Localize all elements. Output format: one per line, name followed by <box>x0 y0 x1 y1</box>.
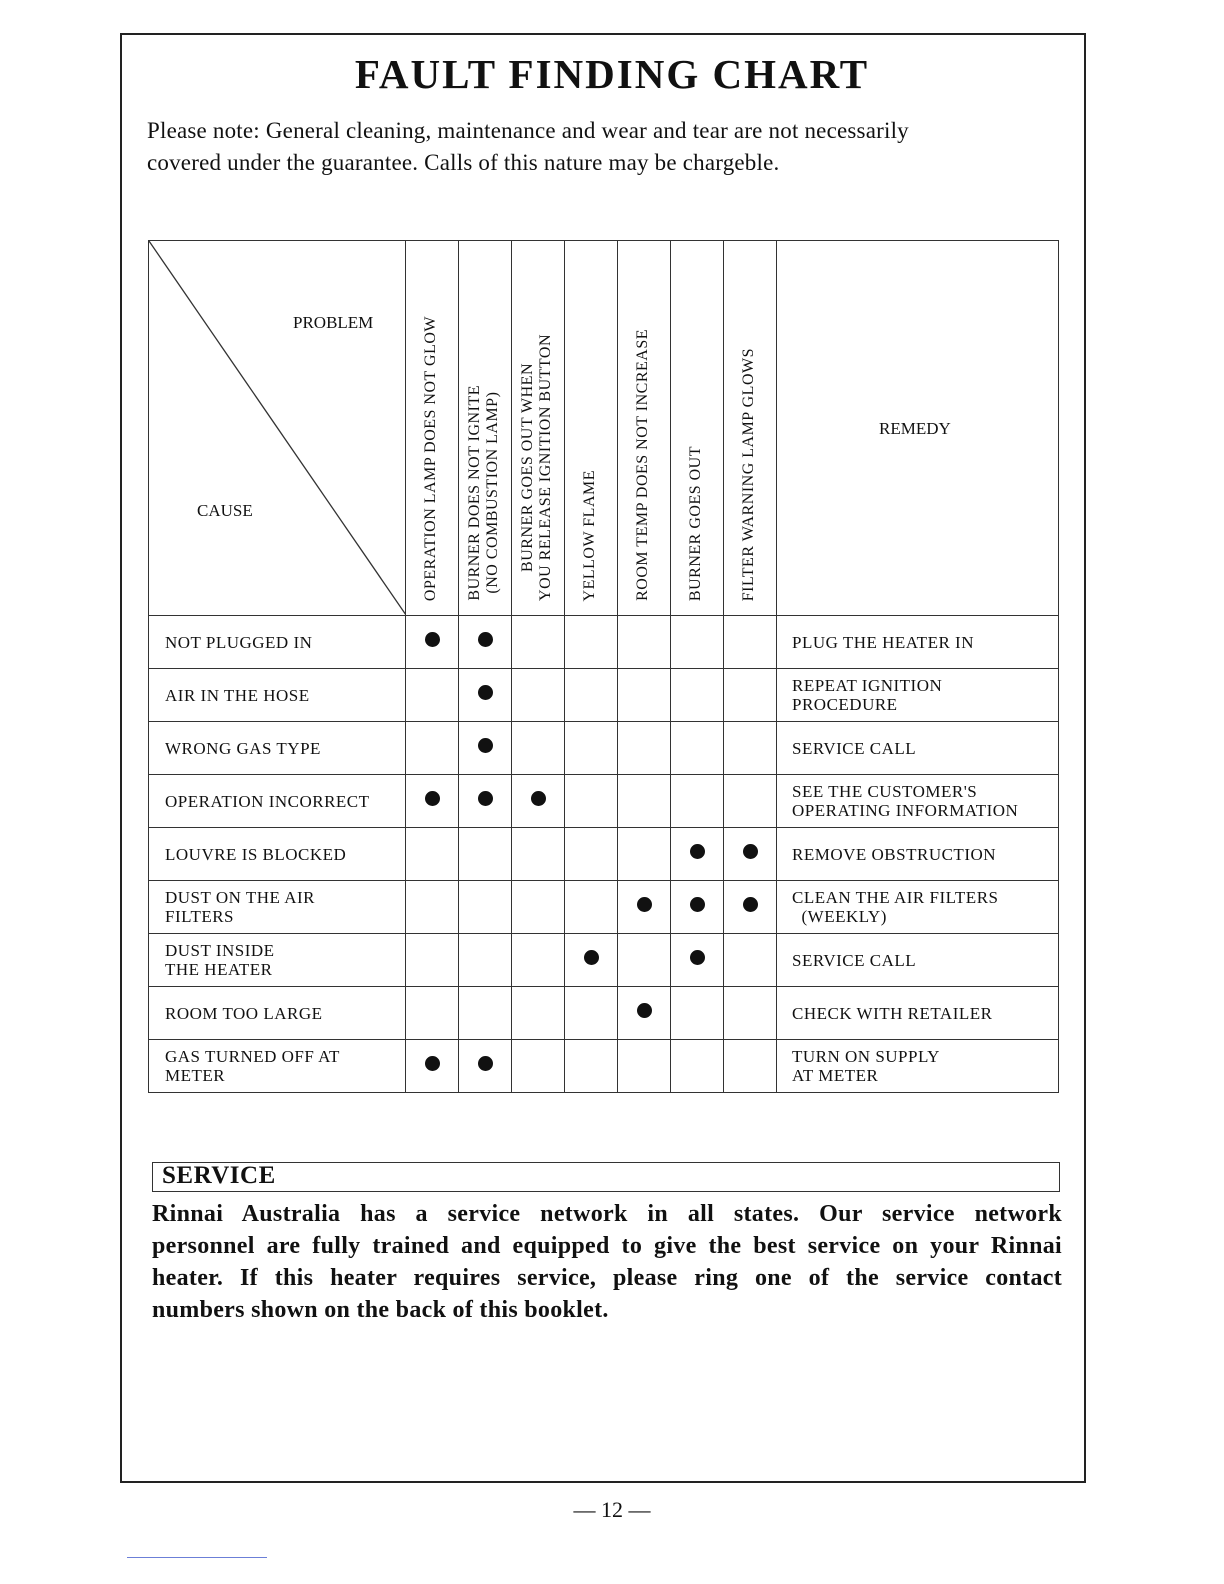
bullet-mark-icon <box>531 791 546 806</box>
mark-cell <box>459 987 512 1040</box>
mark-cell <box>671 934 724 987</box>
cause-cell <box>149 987 406 1040</box>
remedy-text: OPERATING INFORMATION <box>792 801 1019 820</box>
mark-cell <box>618 934 671 987</box>
table-row <box>149 722 1059 775</box>
problem-header-text <box>466 385 504 601</box>
remedy-label: REMEDY <box>879 419 951 438</box>
mark-cell <box>406 722 459 775</box>
remedy-text: REPEAT IGNITION <box>792 676 943 695</box>
remedy-cell <box>777 775 1059 828</box>
table-row <box>149 881 1059 934</box>
remedy-text: (WEEKLY) <box>792 907 887 926</box>
problem-header-text <box>581 470 601 601</box>
cause-text: LOUVRE IS BLOCKED <box>165 844 347 864</box>
remedy-cell <box>777 987 1059 1040</box>
bullet-mark-icon <box>584 950 599 965</box>
mark-cell <box>406 934 459 987</box>
service-paragraph <box>152 1198 1062 1326</box>
mark-cell <box>406 775 459 828</box>
problem-header <box>565 241 618 616</box>
cause-text: FILTERS <box>165 907 235 926</box>
service-line: heater. If this heater requires service, please ring one of the service contact <box>152 1265 1062 1291</box>
cause-text: DUST INSIDE <box>165 941 275 960</box>
problem-label: PROBLEM <box>293 313 374 332</box>
mark-cell <box>565 1040 618 1093</box>
table-row <box>149 828 1059 881</box>
service-line: Rinnai Australia has a service network in all states. Our service network <box>152 1201 1062 1227</box>
cause-text: AIR IN THE HOSE <box>165 685 310 705</box>
remedy-text: TURN ON SUPPLY <box>792 1047 940 1066</box>
cause-text: DUST ON THE AIR <box>165 888 315 907</box>
problem-header-line: YELLOW FLAME <box>581 469 598 601</box>
mark-cell <box>724 1040 777 1093</box>
corner-diagonal <box>149 241 406 615</box>
cause-text: THE HEATER <box>165 960 273 979</box>
cause-cell <box>149 669 406 722</box>
service-line: numbers shown on the back of this booklet. <box>152 1297 609 1323</box>
mark-cell <box>724 934 777 987</box>
bullet-mark-icon <box>478 632 493 647</box>
service-line: personnel are fully trained and equipped to give the best service on your Rinnai <box>152 1233 1062 1259</box>
mark-cell <box>565 934 618 987</box>
problem-header-text <box>422 316 442 601</box>
remedy-text: AT METER <box>792 1066 879 1085</box>
page-number: — 12 — <box>573 1497 651 1522</box>
mark-cell <box>724 722 777 775</box>
bullet-mark-icon <box>637 1003 652 1018</box>
mark-cell <box>459 934 512 987</box>
mark-cell <box>565 616 618 669</box>
bullet-mark-icon <box>743 844 758 859</box>
table-row <box>149 616 1059 669</box>
service-heading: SERVICE <box>162 1162 276 1189</box>
problem-header-text <box>519 334 557 601</box>
mark-cell <box>671 616 724 669</box>
remedy-text: CLEAN THE AIR FILTERS <box>792 888 999 907</box>
remedy-cell <box>777 828 1059 881</box>
mark-cell <box>565 881 618 934</box>
table-header-row <box>149 241 1059 616</box>
problem-header-text <box>740 348 760 601</box>
mark-cell <box>406 669 459 722</box>
problem-header <box>406 241 459 616</box>
mark-cell <box>512 669 565 722</box>
remedy-text: PROCEDURE <box>792 695 898 714</box>
mark-cell <box>406 1040 459 1093</box>
cause-cell <box>149 934 406 987</box>
cause-cell <box>149 616 406 669</box>
mark-cell <box>406 987 459 1040</box>
bullet-mark-icon <box>425 632 440 647</box>
mark-cell <box>724 987 777 1040</box>
footer-rule <box>127 1557 267 1558</box>
problem-header-line: ROOM TEMP DOES NOT INCREASE <box>634 329 651 601</box>
mark-cell <box>724 616 777 669</box>
mark-cell <box>459 616 512 669</box>
cause-cell <box>149 775 406 828</box>
mark-cell <box>512 775 565 828</box>
mark-cell <box>671 669 724 722</box>
table-row <box>149 987 1059 1040</box>
cause-cell <box>149 828 406 881</box>
mark-cell <box>618 669 671 722</box>
bullet-mark-icon <box>478 738 493 753</box>
table-row <box>149 775 1059 828</box>
mark-cell <box>512 987 565 1040</box>
bullet-mark-icon <box>478 1056 493 1071</box>
mark-cell <box>565 987 618 1040</box>
mark-cell <box>459 775 512 828</box>
cause-cell <box>149 722 406 775</box>
mark-cell <box>459 669 512 722</box>
problem-header-line: BURNER GOES OUT <box>687 445 704 601</box>
problem-header-line: OPERATION LAMP DOES NOT GLOW <box>422 315 439 601</box>
mark-cell <box>459 1040 512 1093</box>
mark-cell <box>406 616 459 669</box>
problem-header <box>724 241 777 616</box>
mark-cell <box>565 722 618 775</box>
problem-header <box>512 241 565 616</box>
remedy-text: SERVICE CALL <box>792 738 917 758</box>
mark-cell <box>724 881 777 934</box>
mark-cell <box>512 1040 565 1093</box>
table-row <box>149 669 1059 722</box>
problem-header <box>618 241 671 616</box>
service-heading-box <box>152 1162 1060 1192</box>
mark-cell <box>618 1040 671 1093</box>
problem-header-text <box>687 446 707 601</box>
problem-header <box>459 241 512 616</box>
mark-cell <box>724 775 777 828</box>
mark-cell <box>512 934 565 987</box>
mark-cell <box>459 881 512 934</box>
bullet-mark-icon <box>425 1056 440 1071</box>
bullet-mark-icon <box>637 897 652 912</box>
mark-cell <box>459 722 512 775</box>
guarantee-note <box>147 115 1067 179</box>
mark-cell <box>724 669 777 722</box>
bullet-mark-icon <box>478 685 493 700</box>
remedy-text: SEE THE CUSTOMER'S <box>792 782 978 801</box>
table-row <box>149 934 1059 987</box>
cause-text: WRONG GAS TYPE <box>165 738 321 758</box>
mark-cell <box>618 987 671 1040</box>
mark-cell <box>618 828 671 881</box>
bullet-mark-icon <box>478 791 493 806</box>
bullet-mark-icon <box>690 844 705 859</box>
cause-text: GAS TURNED OFF AT <box>165 1047 340 1066</box>
remedy-cell <box>777 934 1059 987</box>
problem-header-line: FILTER WARNING LAMP GLOWS <box>740 347 757 601</box>
mark-cell <box>512 722 565 775</box>
mark-cell <box>512 616 565 669</box>
mark-cell <box>406 828 459 881</box>
cause-cell <box>149 1040 406 1093</box>
note-line: covered under the guarantee. Calls of this nature may be chargeble. <box>147 150 780 175</box>
remedy-cell <box>777 722 1059 775</box>
cause-cell <box>149 881 406 934</box>
problem-header-line: YOU RELEASE IGNITION BUTTON <box>537 334 554 601</box>
note-line: Please note: General cleaning, maintenance and wear and tear are not necessarily <box>147 118 909 143</box>
cause-text: ROOM TOO LARGE <box>165 1003 323 1023</box>
bullet-mark-icon <box>690 897 705 912</box>
problem-header <box>671 241 724 616</box>
mark-cell <box>671 722 724 775</box>
remedy-cell <box>777 1040 1059 1093</box>
mark-cell <box>671 828 724 881</box>
table-body <box>149 616 1059 1093</box>
remedy-header <box>777 241 1059 616</box>
mark-cell <box>671 881 724 934</box>
table-row <box>149 1040 1059 1093</box>
fault-finding-table <box>148 240 1059 1093</box>
remedy-cell <box>777 669 1059 722</box>
problem-header-text <box>634 329 654 601</box>
bullet-mark-icon <box>690 950 705 965</box>
remedy-text: SERVICE CALL <box>792 950 917 970</box>
cause-text: METER <box>165 1066 226 1085</box>
cause-label: CAUSE <box>197 501 253 520</box>
mark-cell <box>671 987 724 1040</box>
problem-header-line: BURNER GOES OUT WHEN <box>519 363 536 573</box>
problem-header-line: (NO COMBUSTION LAMP) <box>484 392 501 595</box>
mark-cell <box>406 881 459 934</box>
cause-text: OPERATION INCORRECT <box>165 791 370 811</box>
mark-cell <box>618 722 671 775</box>
mark-cell <box>565 828 618 881</box>
remedy-text: PLUG THE HEATER IN <box>792 632 974 652</box>
mark-cell <box>618 616 671 669</box>
mark-cell <box>565 669 618 722</box>
bullet-mark-icon <box>425 791 440 806</box>
remedy-text: CHECK WITH RETAILER <box>792 1003 993 1023</box>
mark-cell <box>512 828 565 881</box>
remedy-cell <box>777 616 1059 669</box>
remedy-cell <box>777 881 1059 934</box>
mark-cell <box>618 881 671 934</box>
mark-cell <box>459 828 512 881</box>
bullet-mark-icon <box>743 897 758 912</box>
mark-cell <box>565 775 618 828</box>
cause-problem-corner <box>149 241 406 616</box>
mark-cell <box>671 775 724 828</box>
mark-cell <box>512 881 565 934</box>
cause-text: NOT PLUGGED IN <box>165 632 313 652</box>
page-title: FAULT FINDING CHART <box>354 51 870 97</box>
problem-header-line: BURNER DOES NOT IGNITE <box>466 385 483 601</box>
mark-cell <box>724 828 777 881</box>
mark-cell <box>671 1040 724 1093</box>
mark-cell <box>618 775 671 828</box>
remedy-text: REMOVE OBSTRUCTION <box>792 844 997 864</box>
